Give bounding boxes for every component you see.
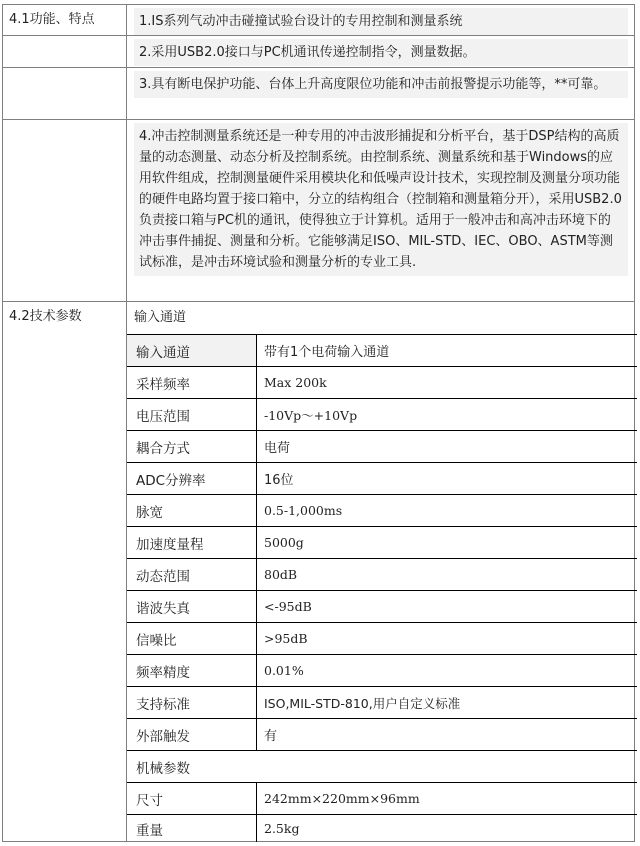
- param-key: 信噪比: [127, 623, 257, 654]
- param-row: [127, 398, 637, 430]
- param-value: 242mm×220mm×96mm: [264, 791, 420, 806]
- features-label-spacer: [3, 120, 127, 301]
- mechanical-title-row: [127, 750, 637, 782]
- param-value: Max 200k: [264, 375, 327, 390]
- input-channel-title: 输入通道: [134, 310, 187, 325]
- param-value: 80dB: [264, 567, 298, 582]
- param-key: 脉宽: [127, 495, 257, 526]
- param-value: 0.5-1,000ms: [264, 503, 343, 518]
- param-key: 谐波失真: [127, 591, 257, 622]
- param-row: [127, 590, 637, 622]
- tech-params-label: 4.2技术参数: [3, 302, 127, 841]
- param-row: [127, 718, 637, 750]
- param-key: 外部触发: [127, 719, 257, 750]
- param-key: 动态范围: [127, 559, 257, 590]
- param-key: 输入通道: [127, 335, 257, 366]
- param-value: 16位: [264, 473, 294, 488]
- param-value: <-95dB: [264, 599, 312, 614]
- param-value: ISO,MIL-STD-810,用户自定义标准: [264, 695, 461, 711]
- param-row: [127, 622, 637, 654]
- features-label-spacer: [3, 36, 127, 67]
- feature-item-2: 2.采用USB2.0接口与PC机通讯传递控制指令，测量数据。: [134, 39, 628, 66]
- param-row: [127, 782, 637, 814]
- param-value: 带有1个电荷输入通道: [264, 345, 390, 360]
- param-key: 尺寸: [127, 783, 257, 814]
- features-label-spacer: [3, 68, 127, 119]
- feature-item-4: 4.冲击控制测量系统还是一种专用的冲击波形捕捉和分析平台，基于DSP结构的高质量的动态测量、动态分析及控制系统。由控制系统、测量系统和基于Windows的应用软件组成，控制测量硬件采用模块化和低噪声设计技术，实现控制及测量分项功能的硬件电路均置于接口箱中，分立的结构组合（控制箱和测量箱分开），采用USB2.0负责接口箱与PC机的通讯，使得独立于计算机。适用于一般冲击和高冲击环境下的冲击事件捕捉、测量和分析。它能够满足ISO、MIL-STD、IEC、OBO、ASTM等测试标准，是冲击环境试验和测量分析的专业工具.: [134, 123, 628, 276]
- param-row: [127, 462, 637, 494]
- features-row-4: [2, 120, 635, 302]
- param-key: 电压范围: [127, 399, 257, 430]
- param-value: 有: [264, 729, 278, 744]
- param-key: 频率精度: [127, 655, 257, 686]
- param-key: ADC分辨率: [127, 463, 257, 494]
- param-key: 重量: [127, 815, 257, 842]
- param-key: 加速度量程: [127, 527, 257, 558]
- features-row: [2, 4, 635, 36]
- param-value: -10Vp～+10Vp: [264, 407, 358, 423]
- param-row: [127, 654, 637, 686]
- feature-item-3: 3.具有断电保护功能、台体上升高度限位功能和冲击前报警提示功能等，**可靠。: [134, 71, 628, 98]
- param-row: [127, 366, 637, 398]
- param-key: 支持标准: [127, 687, 257, 718]
- param-value: 0.01%: [264, 663, 304, 678]
- param-value: 5000g: [264, 535, 304, 550]
- features-row-2: [2, 36, 635, 68]
- param-row: [127, 334, 637, 366]
- param-value: 电荷: [264, 441, 291, 456]
- param-key: 耦合方式: [127, 431, 257, 462]
- feature-item-1: 1.IS系列气动冲击碰撞试验台设计的专用控制和测量系统: [134, 8, 628, 35]
- tech-params-row: [2, 302, 635, 842]
- features-row-3: [2, 68, 635, 120]
- param-value: 2.5kg: [264, 821, 300, 836]
- param-row: [127, 494, 637, 526]
- features-label: 4.1功能、特点: [3, 5, 127, 35]
- mechanical-title: 机械参数: [136, 760, 190, 777]
- param-row: [127, 686, 637, 718]
- param-key: 采样频率: [127, 367, 257, 398]
- param-value: >95dB: [264, 631, 308, 646]
- param-row: [127, 526, 637, 558]
- param-row: [127, 814, 637, 842]
- param-row: [127, 558, 637, 590]
- param-row: [127, 430, 637, 462]
